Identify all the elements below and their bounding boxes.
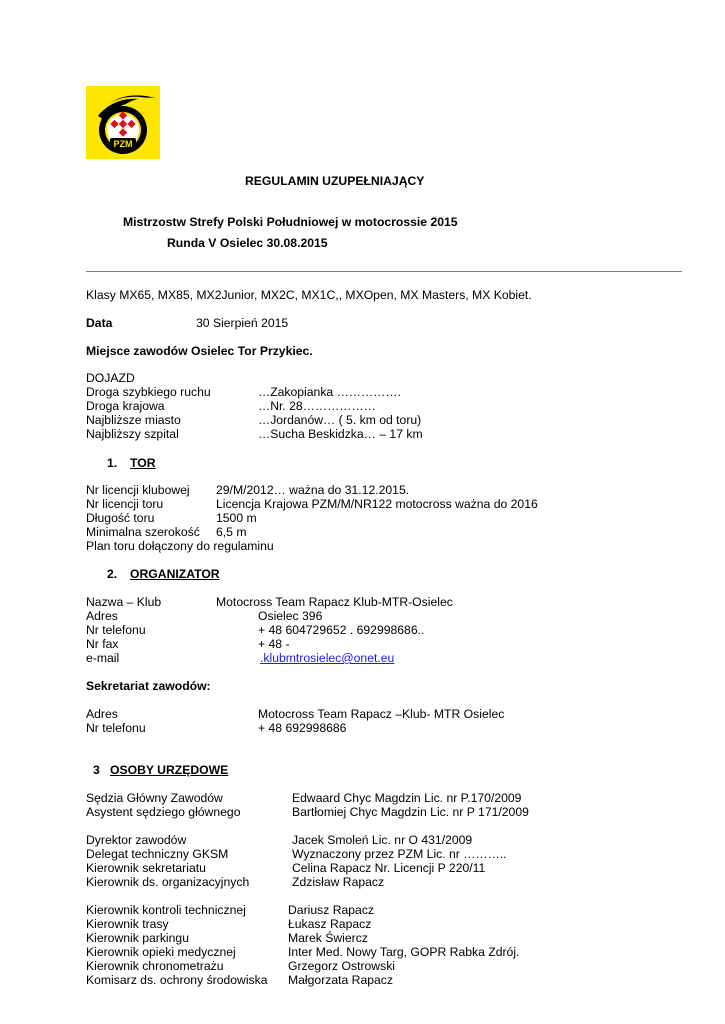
official-role: Asystent sędziego głównego bbox=[86, 805, 241, 819]
dojazd-value: …Zakopianka ……………. bbox=[258, 385, 401, 399]
dojazd-value: …Jordanów… ( 5. km od toru) bbox=[258, 413, 422, 427]
organizer-label: Nazwa – Klub bbox=[86, 595, 162, 609]
official-role: Kierownik ds. organizacyjnych bbox=[86, 875, 250, 889]
organizer-label: Nr telefonu bbox=[86, 623, 146, 637]
official-name: Zdzisław Rapacz bbox=[292, 875, 385, 889]
official-name: Jacek Smoleń Lic. nr O 431/2009 bbox=[292, 833, 473, 847]
dojazd-label: Droga szybkiego ruchu bbox=[86, 385, 211, 399]
email-link[interactable]: .klubmtrosielec@onet.eu bbox=[260, 651, 395, 665]
organizer-value: + 48 604729652 . 692998686.. bbox=[258, 623, 425, 637]
venue-line: Miejsce zawodów Osielec Tor Przykiec. bbox=[86, 344, 313, 358]
organizer-value: + 48 - bbox=[258, 637, 290, 651]
official-name: Celina Rapacz Nr. Licencji P 220/11 bbox=[292, 861, 486, 875]
tor-label: Długość toru bbox=[86, 511, 155, 525]
official-name: Grzegorz Ostrowski bbox=[288, 959, 395, 973]
official-name: Łukasz Rapacz bbox=[288, 917, 372, 931]
official-role: Komisarz ds. ochrony środowiska bbox=[86, 973, 268, 987]
official-name: Edwaard Chyc Magdzin Lic. nr P.170/2009 bbox=[292, 791, 522, 805]
official-role: Kierownik parkingu bbox=[86, 931, 189, 945]
section-3-title: OSOBY URZĘDOWE bbox=[110, 763, 229, 777]
organizer-value: Osielec 396 bbox=[258, 609, 323, 623]
official-role: Kierownik trasy bbox=[86, 917, 169, 931]
pzm-logo bbox=[86, 86, 160, 159]
official-role: Kierownik sekretariatu bbox=[86, 861, 206, 875]
section-1-number: 1. bbox=[107, 456, 118, 470]
official-role: Delegat techniczny GKSM bbox=[86, 847, 229, 861]
official-name: Wyznaczony przez PZM Lic. nr ……….. bbox=[292, 847, 507, 861]
organizer-label: Nr fax bbox=[86, 637, 119, 651]
official-name: Inter Med. Nowy Targ, GOPR Rabka Zdrój. bbox=[288, 945, 520, 959]
dojazd-value: …Sucha Beskidzka… – 17 km bbox=[258, 427, 423, 441]
document-subtitle-championship: Mistrzostw Strefy Polski Południowej w motocrossie 2015 bbox=[123, 215, 458, 229]
tor-label: Nr licencji klubowej bbox=[86, 483, 190, 497]
dojazd-label: Najbliższy szpital bbox=[86, 427, 179, 441]
secretariat-heading: Sekretariat zawodów: bbox=[86, 679, 211, 693]
tor-plan-note: Plan toru dołączony do regulaminu bbox=[86, 539, 274, 553]
classes-line: Klasy MX65, MX85, MX2Junior, MX2C, MX1C,, MXOpen, MX Masters, MX Kobiet. bbox=[86, 288, 532, 302]
official-role: Kierownik opieki medycznej bbox=[86, 945, 236, 959]
official-role: Kierownik kontroli technicznej bbox=[86, 903, 246, 917]
organizer-label: e-mail bbox=[86, 651, 120, 665]
official-name: Dariusz Rapacz bbox=[288, 903, 375, 917]
dojazd-label: Droga krajowa bbox=[86, 399, 165, 413]
section-2-title: ORGANIZATOR bbox=[130, 567, 220, 581]
official-role: Kierownik chronometrażu bbox=[86, 959, 224, 973]
section-3-number: 3 bbox=[93, 763, 100, 777]
secretariat-value: + 48 692998686 bbox=[258, 721, 347, 735]
section-1-title: TOR bbox=[130, 456, 156, 470]
dojazd-label: Najbliższe miasto bbox=[86, 413, 181, 427]
document-title: REGULAMIN UZUPEŁNIAJĄCY bbox=[245, 174, 425, 188]
tor-label: Minimalna szerokość bbox=[86, 525, 200, 539]
document-subtitle-round: Runda V Osielec 30.08.2015 bbox=[167, 236, 328, 250]
tor-value: 6,5 m bbox=[216, 525, 247, 539]
tor-value: Licencja Krajowa PZM/M/NR122 motocross ważna do 2016 bbox=[216, 497, 538, 511]
horizontal-divider bbox=[86, 271, 682, 272]
date-value: 30 Sierpień 2015 bbox=[196, 316, 289, 330]
section-2-number: 2. bbox=[107, 567, 118, 581]
dojazd-value: …Nr. 28……………… bbox=[258, 399, 376, 413]
official-name: Marek Świercz bbox=[288, 931, 368, 945]
date-label: Data bbox=[86, 316, 113, 330]
secretariat-label: Adres bbox=[86, 707, 118, 721]
tor-value: 29/M/2012… ważna do 31.12.2015. bbox=[216, 483, 410, 497]
tor-label: Nr licencji toru bbox=[86, 497, 164, 511]
svg-text:PZM: PZM bbox=[113, 139, 133, 149]
secretariat-label: Nr telefonu bbox=[86, 721, 146, 735]
organizer-value: Motocross Team Rapacz Klub-MTR-Osielec bbox=[216, 595, 453, 609]
official-role: Sędzia Główny Zawodów bbox=[86, 791, 223, 805]
organizer-label: Adres bbox=[86, 609, 118, 623]
official-name: Bartłomiej Chyc Magdzin Lic. nr P 171/2009 bbox=[292, 805, 529, 819]
official-role: Dyrektor zawodów bbox=[86, 833, 187, 847]
tor-value: 1500 m bbox=[216, 511, 257, 525]
pzm-emblem-icon bbox=[86, 86, 160, 159]
dojazd-heading: DOJAZD bbox=[86, 371, 135, 385]
secretariat-value: Motocross Team Rapacz –Klub- MTR Osielec bbox=[258, 707, 505, 721]
official-name: Małgorzata Rapacz bbox=[288, 973, 393, 987]
